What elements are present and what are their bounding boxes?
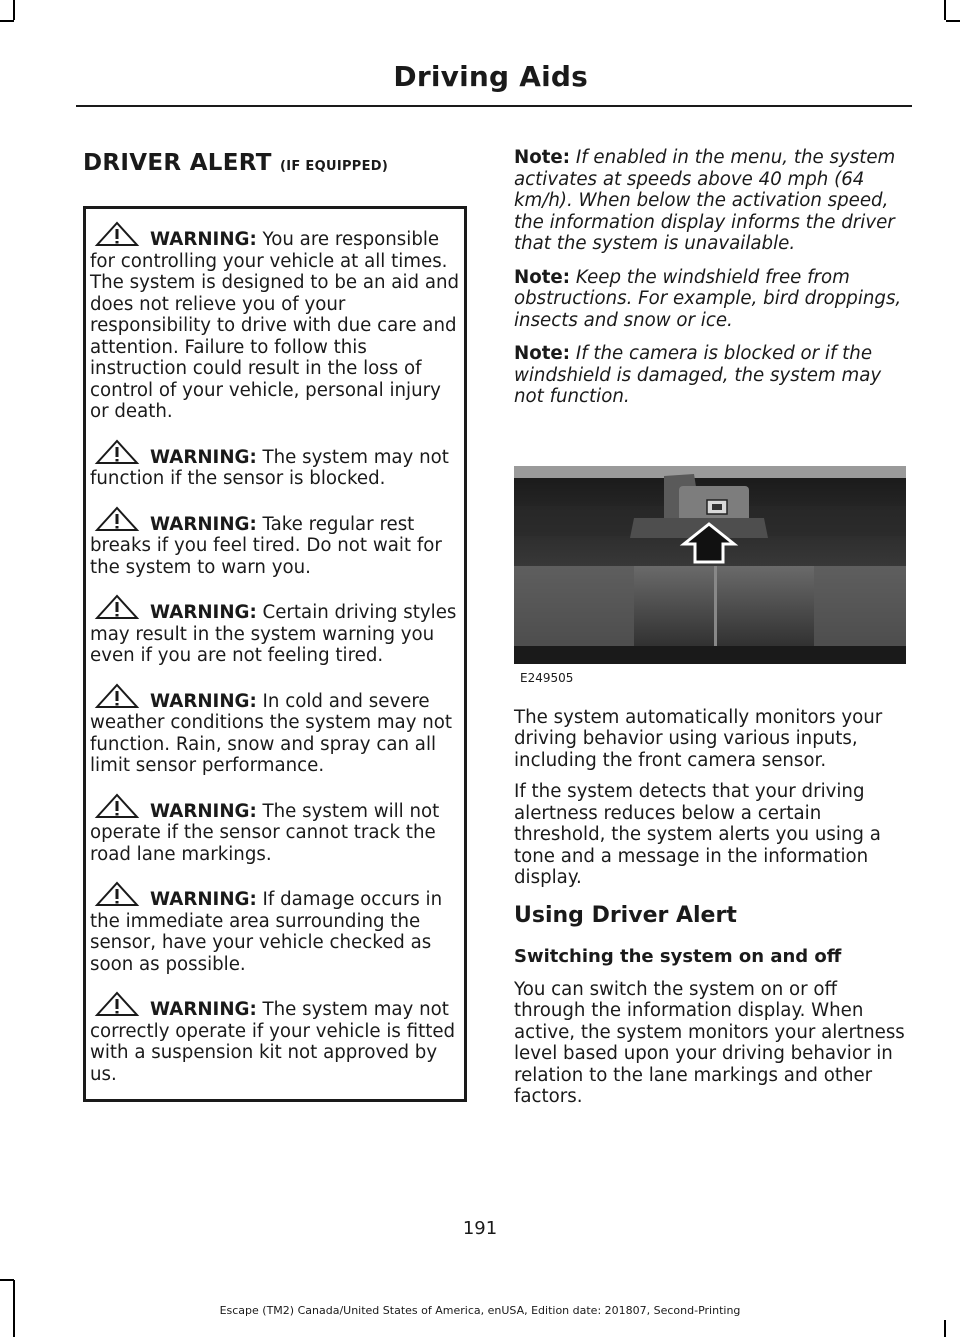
footer-edition: Escape (TM2) Canada/United States of America, enUSA, Edition date: 201807, Second-Printing [219,1304,741,1317]
warning-text: In cold and severe weather conditions the system may not function. Rain, snow and spray can all limit sensor performance. [90,690,453,776]
body-paragraph: The system automatically monitors your driving behavior using various inputs, including the front camera sensor. [514,706,883,771]
warning-triangle-icon [94,683,140,709]
crop-mark [944,0,946,20]
note-item [514,267,910,332]
warning-label: WARNING: [150,690,257,712]
windshield-camera-photo [514,466,906,664]
warning-item [90,439,460,490]
warning-triangle-icon [94,439,140,465]
warning-label: WARNING: [150,513,257,535]
warning-text: The system will not operate if the sensor cannot track the road lane markings. [90,800,440,865]
sub-subheading: Switching the system on and off [514,945,842,967]
warning-text: If damage occurs in the immediate area surrounding the sensor, have your vehicle checked as soon as possible. [90,889,443,975]
right-column [514,147,910,1108]
section-title [83,150,473,176]
note-label: Note: [514,266,571,288]
crop-mark [946,20,960,22]
note-label: Note: [514,147,571,168]
figure-id: E249505 [520,670,574,685]
warning-triangle-icon [94,881,140,907]
warnings-box [83,206,467,1102]
warning-item [90,594,460,667]
warning-text: Take regular rest breaks if you feel tired. Do not wait for the system to warn you. [90,513,442,578]
warning-label: WARNING: [150,602,257,623]
warning-item [90,506,460,579]
warning-triangle-icon [94,991,140,1017]
warning-label: WARNING: [150,889,257,910]
warning-triangle-icon [94,594,140,620]
section-qualifier: (IF EQUIPPED) [280,159,389,174]
note-item [514,147,910,255]
crop-mark [944,1320,946,1337]
warning-item [90,991,460,1085]
warning-item [90,881,460,975]
warning-label: WARNING: [150,446,257,468]
warning-label: WARNING: [150,999,257,1020]
warning-item [90,221,460,423]
header-divider [76,105,912,107]
warning-text: You are responsible for controlling your vehicle at all times. The system is designed to be an aid and does not relieve you of your responsibility to drive with due care and attention. Failure to follow this instruction could result in the loss of control of your vehicle, personal injury or death. [90,229,460,422]
warning-label: WARNING: [150,229,257,250]
warning-triangle-icon [94,793,140,819]
warning-text: The system may not function if the sensor is blocked. [90,446,449,489]
crop-mark [0,1279,14,1281]
left-column [83,150,473,1102]
warning-label: WARNING: [150,800,257,822]
warning-triangle-icon [94,221,140,247]
warning-text: The system may not correctly operate if your vehicle is fitted with a suspension kit not approved by us. [90,999,456,1085]
warning-text: Certain driving styles may result in the system warning you even if you are not feeling tired. [90,602,457,666]
note-text: If the camera is blocked or if the windshield is damaged, the system may not function. [514,343,882,407]
warning-triangle-icon [94,506,140,532]
section-title-text: DRIVER ALERT [83,150,272,176]
crop-mark [13,0,15,20]
note-text: Keep the windshield free from obstructions. For example, bird droppings, insects and snow or ice. [514,266,902,331]
body-paragraph: If the system detects that your driving alertness reduces below a certain threshold, the system alerts you using a tone and a message in the information display. [514,781,881,888]
warning-item [90,683,460,777]
crop-mark [0,20,14,22]
warning-item [90,793,460,866]
note-label: Note: [514,343,571,364]
body-paragraph: You can switch the system on or off through the information display. When active, the system monitors your alertness level based upon your driving behavior in relation to the lane markings and other factors. [514,978,905,1107]
subheading: Using Driver Alert [514,902,737,928]
note-text: If enabled in the menu, the system activates at speeds above 40 mph (64 km/h). When below the activation speed, the information display informs the driver that the system is unavailable. [514,147,896,254]
note-item [514,343,910,408]
page-header-title: Driving Aids [393,60,588,93]
page-number: 191 [462,1218,498,1239]
